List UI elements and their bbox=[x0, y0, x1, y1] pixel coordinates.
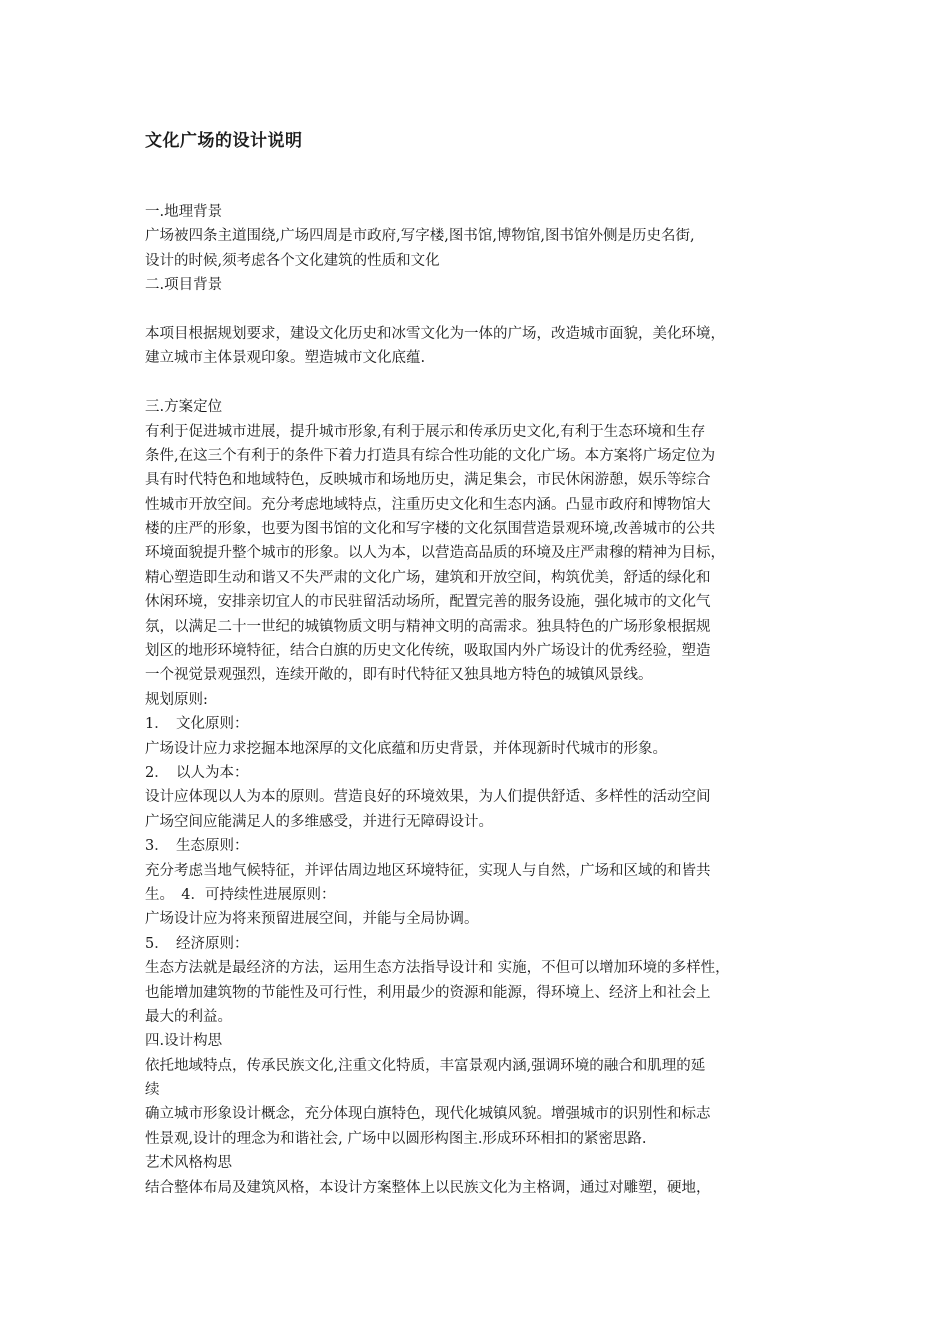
text-line: 1． 文化原则： bbox=[145, 716, 249, 733]
text-line: 3． 生态原则： bbox=[145, 838, 249, 855]
text-line: 依托地域特点，传承民族文化,注重文化特质，丰富景观内涵,强调环境的融合和肌理的延 bbox=[145, 1057, 706, 1074]
text-line: 续 bbox=[145, 1082, 160, 1099]
text-line: 四.设计构思 bbox=[145, 1033, 223, 1050]
text-line: 设计的时候,须考虑各个文化建筑的性质和文化 bbox=[145, 252, 440, 269]
text-line: 5． 经济原则： bbox=[145, 935, 249, 952]
text-line: 结合整体布局及建筑风格，本设计方案整体上以民族文化为主格调，通过对雕塑，硬地， bbox=[145, 1179, 711, 1196]
text-line: 广场被四条主道围绕,广场四周是市政府,写字楼,图书馆,博物馆,图书馆外侧是历史名街, bbox=[145, 228, 695, 245]
blank-line bbox=[145, 371, 825, 395]
text-line: 本项目根据规划要求，建设文化历史和冰雪文化为一体的广场，改造城市面貌，美化环境， bbox=[145, 325, 725, 342]
text-line: 艺术风格构思 bbox=[145, 1155, 232, 1172]
text-line: 有利于促进城市进展，提升城市形象,有利于展示和传承历史文化,有利于生态环境和生存 bbox=[145, 423, 706, 440]
text-line: 休闲环境，安排亲切宜人的市民驻留活动场所，配置完善的服务设施，强化城市的文化气 bbox=[145, 594, 711, 611]
text-line: 生。 4．可持续性进展原则： bbox=[145, 886, 336, 903]
text-line: 广场设计应力求挖掘本地深厚的文化底蕴和历史背景，并体现新时代城市的形象。 bbox=[145, 740, 667, 757]
text-line: 性城市开放空间。充分考虑地域特点，注重历史文化和生态内涵。凸显市政府和博物馆大 bbox=[145, 496, 711, 513]
text-line: 生态方法就是最经济的方法，运用生态方法指导设计和 实施，不但可以增加环境的多样性， bbox=[145, 960, 730, 977]
text-line: 氛，以满足二十一世纪的城镇物质文明与精神文明的高需求。独具特色的广场形象根据规 bbox=[145, 618, 711, 635]
text-line: 划区的地形环境特征，结合白旗的历史文化传统，吸取国内外广场设计的优秀经验，塑造 bbox=[145, 643, 711, 660]
text-line: 建立城市主体景观印象。塑造城市文化底蕴. bbox=[145, 350, 426, 367]
text-line: 广场空间应能满足人的多维感受，并进行无障碍设计。 bbox=[145, 813, 493, 830]
text-line: 规划原则: bbox=[145, 691, 208, 708]
text-line: 条件,在这三个有利于的条件下着力打造具有综合性功能的文化广场。本方案将广场定位为 bbox=[145, 447, 716, 464]
text-line: 一.地理背景 bbox=[145, 204, 223, 220]
blank-line bbox=[145, 298, 825, 322]
text-line: 楼的庄严的形象，也要为图书馆的文化和写字楼的文化氛围营造景观环境,改善城市的公共 bbox=[145, 521, 716, 538]
text-line: 具有时代特色和地域特色，反映城市和场地历史，满足集会，市民休闲游憩，娱乐等综合 bbox=[145, 472, 711, 489]
text-line: 2． 以人为本： bbox=[145, 764, 249, 781]
text-line: 性景观,设计的理念为和谐社会, 广场中以圆形构图主.形成环环相扣的紧密思路. bbox=[145, 1130, 647, 1147]
document-title: 文化广场的设计说明 bbox=[145, 131, 303, 151]
text-line: 一个视觉景观强烈，连续开敞的，即有时代特征又独具地方特色的城镇风景线。 bbox=[145, 667, 653, 684]
text-line: 环境面貌提升整个城市的形象。以人为本，以营造高品质的环境及庄严肃穆的精神为目标， bbox=[145, 545, 725, 562]
text-line: 充分考虑当地气候特征，并评估周边地区环境特征，实现人与自然，广场和区域的和皆共 bbox=[145, 862, 711, 879]
text-line: 最大的利益。 bbox=[145, 1008, 232, 1025]
text-line: 三.方案定位 bbox=[145, 399, 223, 416]
text-line: 精心塑造即生动和谐又不失严肃的文化广场，建筑和开放空间，构筑优美，舒适的绿化和 bbox=[145, 569, 711, 586]
text-line: 也能增加建筑物的节能性及可行性，利用最少的资源和能源，得环境上、经济上和社会上 bbox=[145, 984, 711, 1001]
text-line: 广场设计应为将来预留进展空间，并能与全局协调。 bbox=[145, 911, 479, 928]
text-line: 二.项目背景 bbox=[145, 277, 223, 294]
text-line: 设计应体现以人为本的原则。营造良好的环境效果，为人们提供舒适、多样性的活动空间 bbox=[145, 789, 711, 806]
document-body bbox=[145, 200, 825, 1200]
text-line: 确立城市形象设计概念，充分体现白旗特色，现代化城镇风貌。增强城市的识别性和标志 bbox=[145, 1106, 711, 1123]
